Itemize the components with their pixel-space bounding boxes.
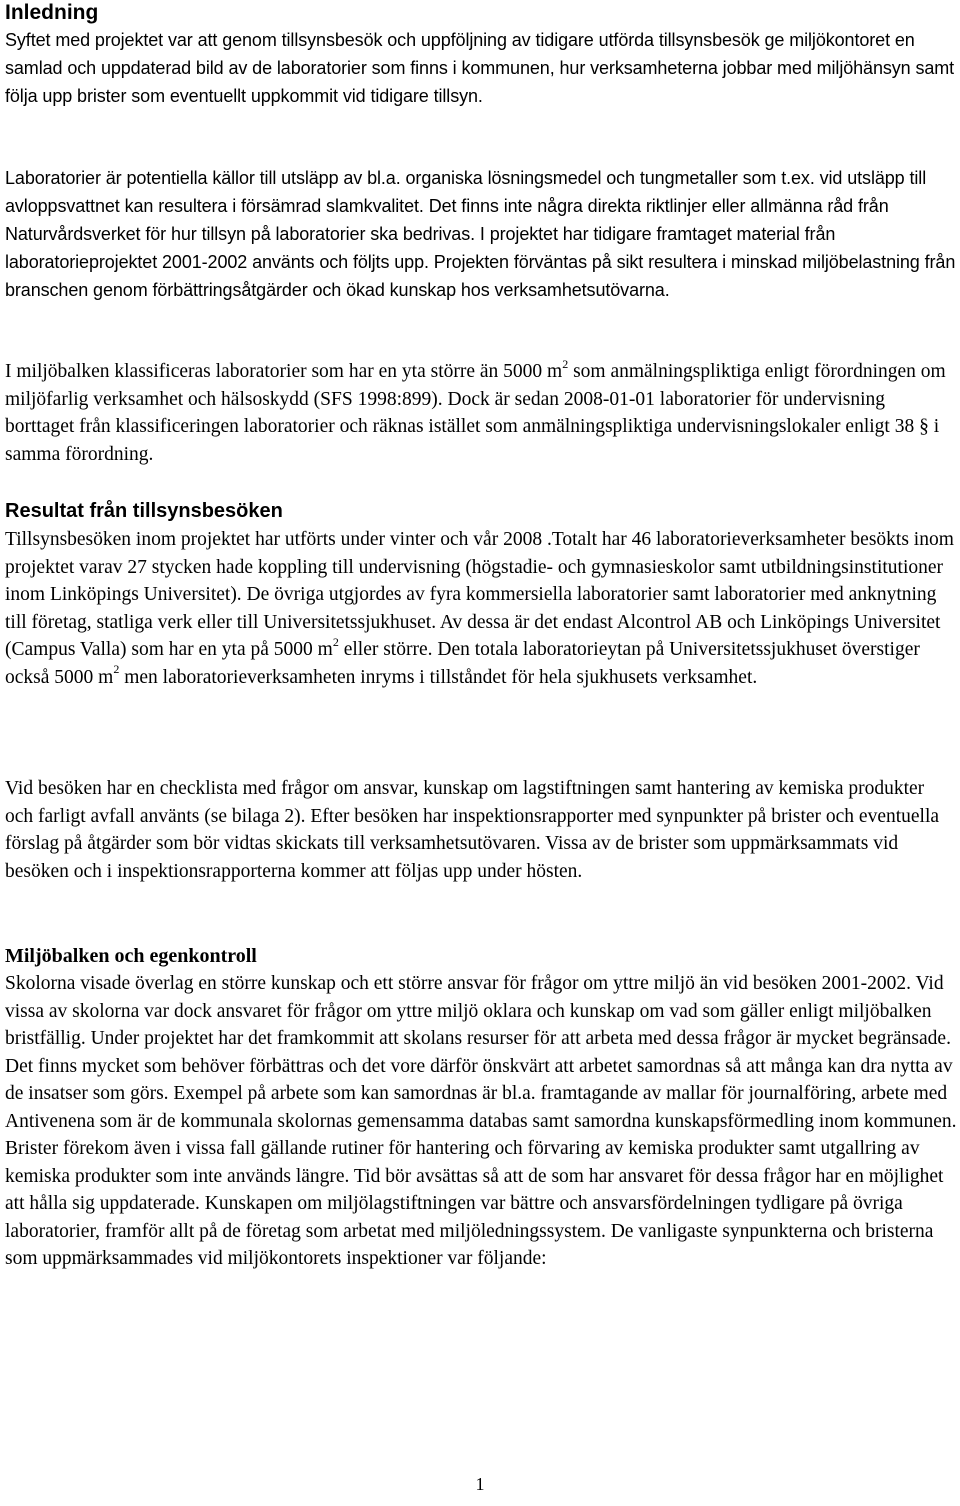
- paragraph-resultat-text-1: Tillsynsbesöken inom projektet har utförts under vinter och vår 2008 .Totalt har 46 laboratorieverksamheter besökts inom projektet varav 27 stycken hade koppling till undervisning (högstadie- och gymnasieskolor samt utbildningsinstitutioner inom Linköpings Universitet). De övriga utgjordes av fyra kommersiella laboratorier samt laboratorier med anknytning till företag, statliga verk eller till Universitetssjukhuset. Av dessa är det endast Alcontrol AB och Linköpings Universitet (Campus Valla) som har en yta på 5000 m: [5, 529, 954, 660]
- paragraph-resultat-text-3: men laboratorieverksamheten inryms i tillståndet för hela sjukhusets verksamhet.: [119, 666, 758, 688]
- superscript-2: 2: [332, 634, 339, 649]
- heading-egenkontroll: Miljöbalken och egenkontroll: [5, 945, 257, 967]
- paragraph-miljobalken-text-2: som anmälningspliktiga enligt förordningen om miljöfarlig verksamhet och hälsoskydd (SFS 1998:899). Dock är sedan 2008-01-01 laboratorier för undervisning borttaget från klassificeringen laboratorier och räknas istället som anmälningspliktiga undervisningslokaler enligt 38 § i samma förordning.: [5, 361, 946, 465]
- paragraph-checklista: Vid besöken har en checklista med frågor om ansvar, kunskap om lagstiftningen samt hantering av kemiska produkter och farligt avfall använts (se bilaga 2). Efter besöken har inspektionsrapporter med synpunkter på brister och eventuella förslag på åtgärder som bör vidtas skickats till verksamhetsutövaren. Vissa av de brister som uppmärksammats vid besöken och i inspektionsrapporterna kommer att följas upp under hösten.: [5, 778, 940, 882]
- paragraph-laboratorier: Laboratorier är potentiella källor till utsläpp av bl.a. organiska lösningsmedel och tungmetaller som t.ex. vid utsläpp till avloppsvattnet kan resultera i försämrad slamkvalitet. Det finns inte några direkta riktlinjer eller allmänna råd från Naturvårdsverket för hur tillsyn på laboratorier ska bedrivas. I projektet har tidigare framtaget material från laboratorieprojektet 2001-2002 använts och följts upp. Projekten förväntas på sikt resultera i minskad miljöbelastning från branschen genom förbättringsåtgärder och ökad kunskap hos verksamhetsutövarna.: [5, 168, 956, 300]
- paragraph-egenkontroll: Skolorna visade överlag en större kunskap och ett större ansvar för frågor om yttre miljö än vid besöken 2001-2002. Vid vissa av skolorna var dock ansvaret för frågor om yttre miljö oklara och kunskap om vad som gäller enligt miljöbalken bristfällig. Under projektet har det framkommit att skolans resurser för att arbeta med dessa frågor är mycket begränsade. Det finns mycket som behöver förbättras och det vore därför önskvärt att arbetet samordnas så att många kan dra nytta av de insatser som görs. Exempel på arbete som kan samordnas är bl.a. framtagande av mallar för journalföring, arbete med Antivenena som är de kommunala skolornas gemensamma databas samt samordna kunskapsförmedling inom kommunen. Brister förekom även i vissa fall gällande rutiner för hantering och förvaring av kemiska produkter samt utgallring av kemiska produkter som inte används längre. Tid bör avsättas så att de som har ansvaret för dessa frågor har en möjlighet att hålla sig uppdaterade. Kunskapen om miljölagstiftningen var bättre och ansvarsfördelningen tydligare på övriga laboratorier, framför allt på de företag som arbetat med miljöledningssystem. De vanligaste synpunkterna och bristerna som uppmärksammades vid miljökontorets inspektioner var följande:: [5, 973, 957, 1269]
- paragraph-miljobalken: [5, 358, 957, 468]
- paragraph-resultat-text-2: eller större. Den totala laboratorieytan på Universitetssjukhuset överstiger också 5000 m: [5, 639, 920, 688]
- paragraph-intro: Syftet med projektet var att genom tillsynsbesök och uppföljning av tidigare utförda tillsynsbesök ge miljökontoret en samlad och uppdaterad bild av de laboratorier som finns i kommunen, hur verksamheterna jobbar med miljöhänsyn samt följa upp brister som eventuellt uppkommit vid tidigare tillsyn.: [5, 30, 955, 106]
- paragraph-miljobalken-text-1: I miljöbalken klassificeras laboratorier som har en yta större än 5000 m: [5, 361, 563, 382]
- heading-inledning: Inledning: [5, 1, 99, 24]
- heading-resultat: Resultat från tillsynsbesöken: [5, 500, 283, 522]
- superscript-2: 2: [562, 356, 569, 371]
- superscript-2: 2: [113, 662, 120, 676]
- page-number: 1: [475, 1474, 485, 1494]
- paragraph-resultat: [5, 526, 957, 691]
